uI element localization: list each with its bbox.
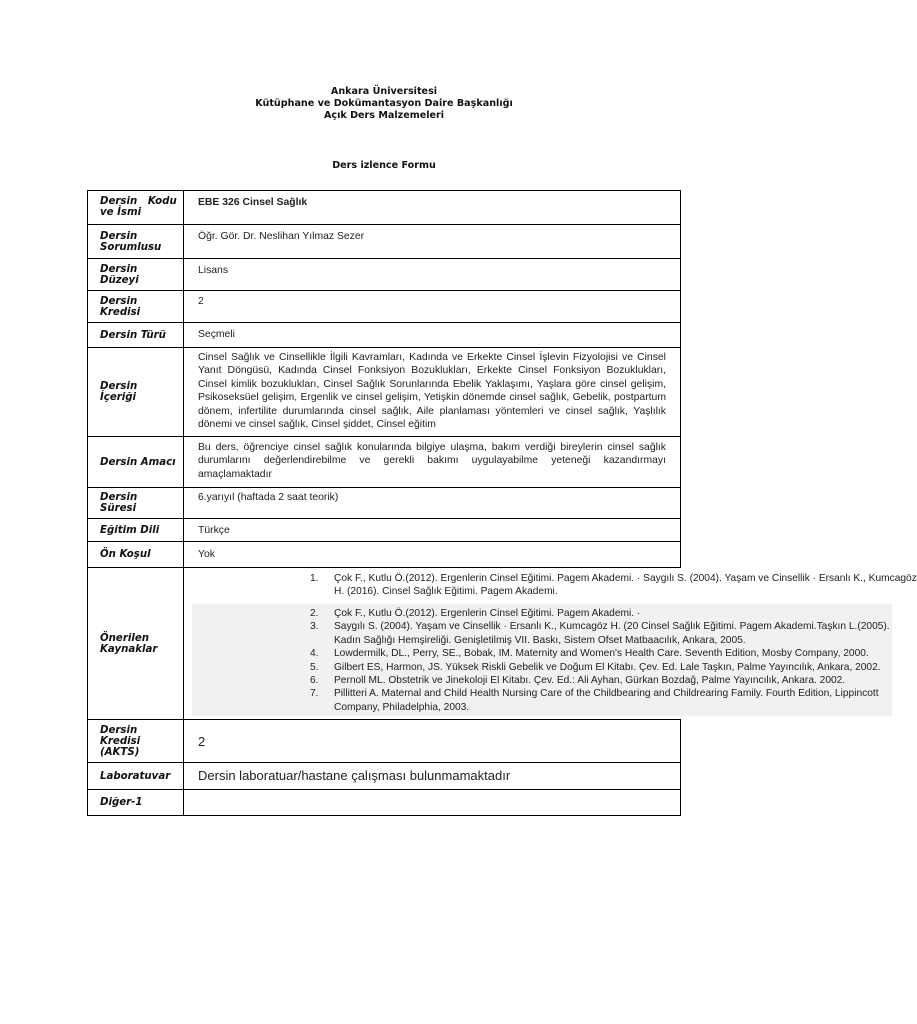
row-label-line: Dersin xyxy=(100,381,138,392)
row-label xyxy=(88,225,184,258)
reference-line: Kadın Sağlığı Hemşireliği. Genişletilmiş VII. Baskı, Sistem Ofset Matbaacılık, Ankara, 2005. xyxy=(334,634,746,646)
table-row-other xyxy=(87,789,681,816)
reference-number: 7. xyxy=(310,688,319,700)
row-label-line: Dersin Amacı xyxy=(100,456,176,468)
reference-line: Company, Philadelphia, 2003. xyxy=(334,701,470,713)
row-label-line: İçeriği xyxy=(100,392,137,403)
responsible-value: Öğr. Gör. Dr. Neslihan Yılmaz Sezer xyxy=(198,231,365,242)
row-label-line: Kaynaklar xyxy=(100,643,158,655)
form-title: Ders izlence Formu xyxy=(332,160,436,171)
row-label xyxy=(88,259,184,290)
reference-number: 5. xyxy=(310,661,319,673)
reference-line: Çok F., Kutlu Ö.(2012). Ergenlerin Cinsel Eğitimi. Pagem Akademi. · Saygılı S. (2004). Yaşam ve Cinsellik · Ersanlı K., Kumcagöz xyxy=(334,573,917,584)
table-row-language xyxy=(87,518,681,542)
reference-line: Pillitteri A. Maternal and Child Health Nursing Care of the Childbearing and Childrearing Family. Fourth Edition, Lippincott xyxy=(334,688,879,700)
row-label xyxy=(88,542,184,567)
duration-value: 6.yarıyıl (haftada 2 saat teorik) xyxy=(198,492,339,503)
course-code-value: EBE 326 Cinsel Sağlık xyxy=(198,197,308,208)
row-label xyxy=(88,291,184,322)
reference-number: 2. xyxy=(310,608,319,619)
type-value: Seçmeli xyxy=(198,329,235,340)
credit-value: 2 xyxy=(198,296,204,307)
table-row-duration xyxy=(87,487,681,519)
reference-line: Lowdermilk, DL., Perry, SE., Bobak, IM. Maternity and Women's Health Care. Seventh Edition, Mosby Company, 2000. xyxy=(334,648,869,660)
reference-number: 6. xyxy=(310,675,319,687)
reference-number: 1. xyxy=(310,573,319,584)
table-row-code xyxy=(87,190,681,225)
reference-item xyxy=(184,674,884,687)
row-label-line: Dersin xyxy=(100,230,138,242)
reference-item xyxy=(184,620,890,647)
materials-name: Açık Ders Malzemeleri xyxy=(323,110,445,121)
row-label-line: Kredisi xyxy=(100,735,141,747)
table-row-type xyxy=(87,322,681,348)
level-value: Lisans xyxy=(198,265,229,276)
row-label-line: Dersin xyxy=(100,724,138,736)
row-label-line: Diğer-1 xyxy=(100,797,143,808)
document-header xyxy=(0,86,768,122)
row-label-line: Süresi xyxy=(100,503,137,514)
row-label xyxy=(88,763,184,789)
reference-line: Gilbert ES, Harmon, JS. Yüksek Riskli Gebelik ve Doğum El Kitabı. Çev. Ed. Lale Taşkın, Palme Yayıncılık, Ankara, 2002. xyxy=(334,661,881,673)
table-row-credit xyxy=(87,290,681,323)
row-label-line: Sorumlusu xyxy=(100,241,162,253)
reference-number: 4. xyxy=(310,648,319,660)
language-value: Türkçe xyxy=(198,525,230,536)
row-label xyxy=(88,191,184,224)
content-value: Cinsel Sağlık ve Cinsellikle İlgili Kavramları, Kadında ve Erkekte Cinsel İşlevin Fizyolojisi ve Cinsel Yanıt Döngüsü, Kadında Cinsel Fonksiyon Bozuklukları, Erkekte Cinsel Fonksiyon Bozuklukları, Cinsel kimlik bozuklukları, Cinsel Sağlık Sorunlarında Ebelik Yaklaşımı, Yaşlara göre cinsel gelişim, Psikoseksüel gelişim, Ergenlik ve cinsel gelişim, Yetişkin dönemde cinsel sağlık, Gebelik, postpartum dönem, infertilite durumlarında cinsel sağlık, Aile planlaması yöntemleri ve cinsel sağlık, Yaşlılık dönemi ve cinsel sağlık, Cinsel şiddet, Cinsel eğitim xyxy=(198,352,666,431)
reference-item xyxy=(184,687,884,714)
reference-line: Saygılı S. (2004). Yaşam ve Cinsellik · Ersanlı K., Kumcagöz H. (20 Cinsel Sağlık Eğitimi. Pagem Akademi.Taşkın L.(2005). xyxy=(334,621,890,633)
purpose-value: Bu ders, öğrenciye cinsel sağlık konularında bilgiye ulaşma, bakım verdiği bireylerin cinsel sağlık durumlarını değerlendirebilme ve gerekli bakımı uygulayabilme yeteneği kazandırmayı amaçlamaktadır xyxy=(198,442,666,480)
reference-line: Pernoll ML. Obstetrik ve Jinekoloji El Kitabı. Çev. Ed.: Ali Ayhan, Gürkan Bozdağ, Palme Yayıncılık, Ankara. 2002. xyxy=(334,675,846,687)
table-row-lab xyxy=(87,762,681,790)
row-label xyxy=(88,519,184,541)
lab-value: Dersin laboratuar/hastane çalışması bulunmamaktadır xyxy=(198,768,511,783)
row-label-line: ve İsmi xyxy=(100,207,142,218)
table-row-content xyxy=(87,347,681,437)
row-label-line: Dersin xyxy=(100,492,138,503)
row-label xyxy=(88,790,184,815)
row-label xyxy=(88,323,184,347)
row-label-line: Laboratuvar xyxy=(100,770,171,782)
reference-item xyxy=(184,647,884,660)
row-label xyxy=(88,720,184,762)
row-label-line: (AKTS) xyxy=(100,746,140,758)
reference-number: 3. xyxy=(310,621,319,633)
row-label-line: Dersin xyxy=(100,263,138,275)
university-name: Ankara Üniversitesi xyxy=(330,86,438,97)
row-label-line: Önerilen xyxy=(100,632,149,644)
row-label-line: Dersin Kodu xyxy=(100,196,177,207)
reference-line: H. (2016). Cinsel Sağlık Eğitimi. Pagem Akademi. xyxy=(334,586,558,598)
row-label xyxy=(88,568,184,719)
row-label-line: Eğitim Dili xyxy=(100,524,160,536)
table-row-references xyxy=(87,567,917,720)
akts-value: 2 xyxy=(198,734,206,749)
row-label xyxy=(88,348,184,436)
row-label-line: Düzeyi xyxy=(100,274,139,286)
row-label-line: Ön Koşul xyxy=(100,549,151,560)
prereq-value: Yok xyxy=(198,549,215,560)
department-name: Kütüphane ve Dokümantasyon Daire Başkanlığı xyxy=(255,98,513,109)
row-label-line: Kredisi xyxy=(100,306,141,318)
reference-item xyxy=(184,661,884,674)
row-label-line: Dersin Türü xyxy=(100,329,166,341)
reference-item xyxy=(184,607,884,620)
table-row-responsible xyxy=(87,224,681,259)
table-row-purpose xyxy=(87,436,681,488)
reference-line: Çok F., Kutlu Ö.(2012). Ergenlerin Cinsel Eğitimi. Pagem Akademi. · xyxy=(334,608,641,619)
row-label xyxy=(88,488,184,518)
table-row-prereq xyxy=(87,541,681,568)
row-label-line: Dersin xyxy=(100,295,138,307)
table-row-akts xyxy=(87,719,681,763)
table-row-level xyxy=(87,258,681,291)
row-label xyxy=(88,437,184,487)
reference-item xyxy=(184,572,917,599)
